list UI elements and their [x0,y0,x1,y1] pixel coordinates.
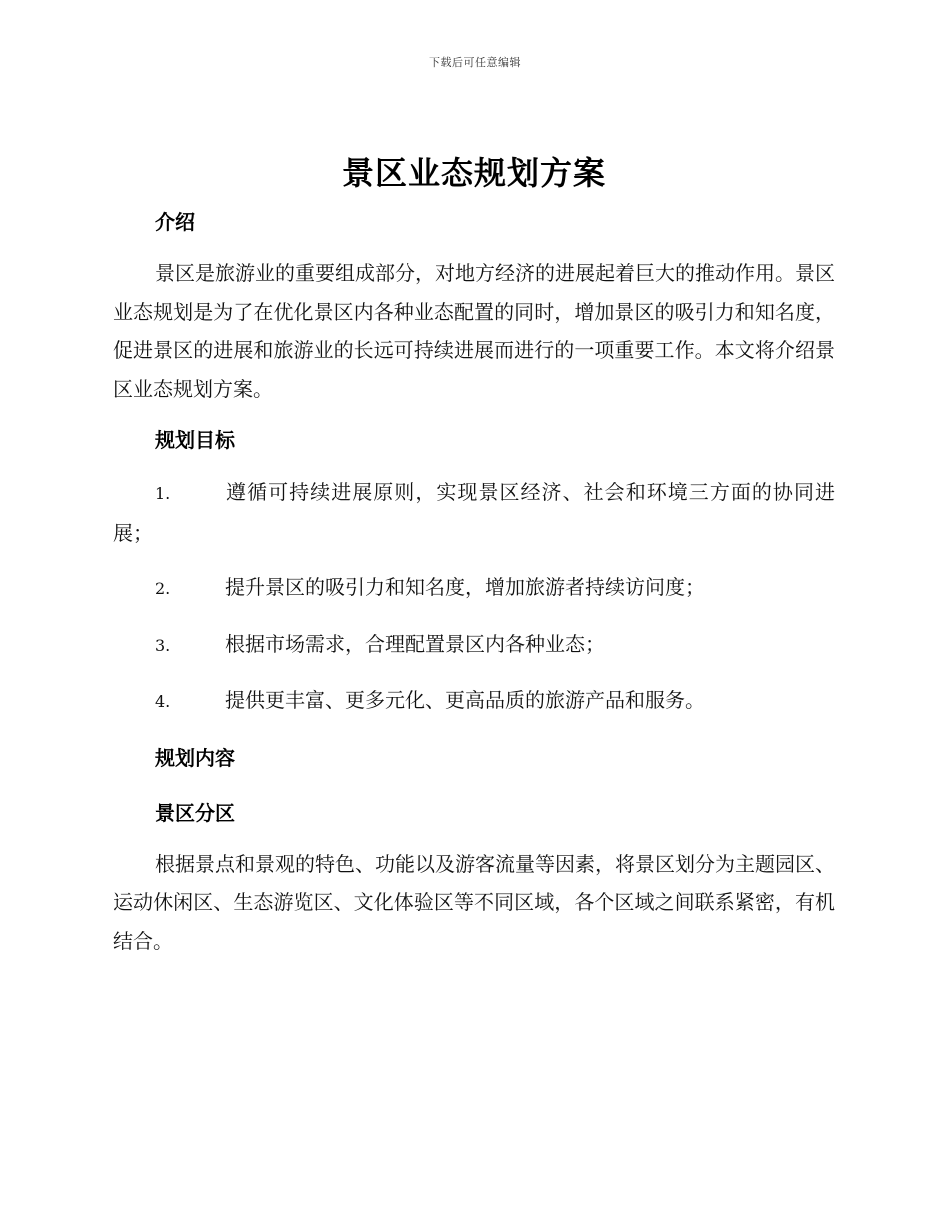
zoning-paragraph: 根据景点和景观的特色、功能以及游客流量等因素，将景区划分为主题园区、运动休闲区、生态游览区、文化体验区等不同区域，各个区域之间联系紧密，有机结合。 [113,851,835,953]
goal-text: 提升景区的吸引力和知名度，增加旅游者持续访问度； [225,575,705,599]
heading-content: 规划内容 [155,745,235,770]
goal-number: 1. [155,484,171,503]
goal-item-1 [113,473,835,552]
goal-item-4 [113,681,835,722]
intro-paragraph: 景区是旅游业的重要组成部分，对地方经济的进展起着巨大的推动作用。景区业态规划是为了在优化景区内各种业态配置的同时，增加景区的吸引力和知名度，促进景区的进展和旅游业的长远可持续进展而进行的一项重要工作。本文将介绍景区业态规划方案。 [113,261,835,401]
goal-number: 4. [155,692,171,711]
goal-text: 根据市场需求，合理配置景区内各种业态； [225,631,605,656]
goal-item-3 [113,625,835,666]
goal-number: 3. [155,635,171,655]
header-note: 下载后可任意编辑 [429,56,521,69]
goal-text: 提供更丰富、更多元化、更高品质的旅游产品和服务。 [225,688,705,712]
heading-intro: 介绍 [155,210,195,234]
heading-zoning: 景区分区 [155,800,235,825]
document-title: 景区业态规划方案 [341,154,606,192]
goal-item-2 [113,568,835,609]
goal-number: 2. [155,579,171,598]
heading-goals: 规划目标 [155,428,235,452]
goal-text: 遵循可持续进展原则，实现景区经济、社会和环境三方面的协同进展； [113,480,835,545]
document-body [113,150,835,960]
